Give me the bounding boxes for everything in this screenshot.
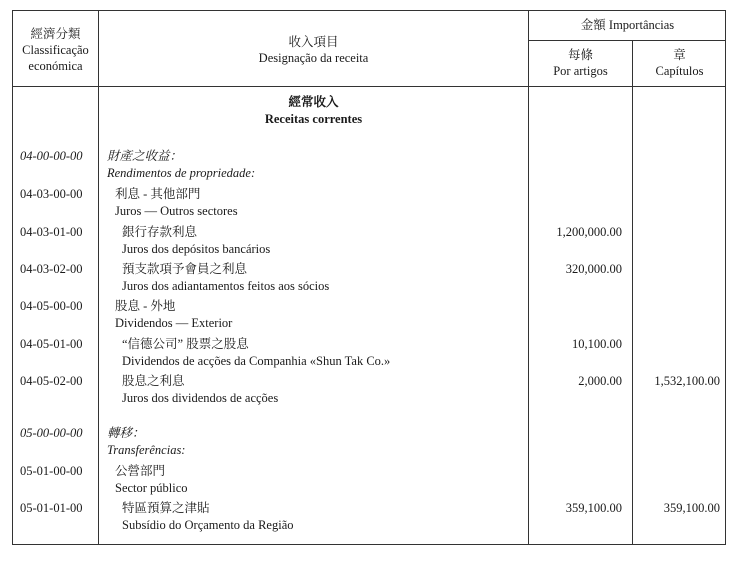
row-code: 04-03-02-00 bbox=[20, 262, 83, 276]
chapters-zh: 章 bbox=[673, 48, 686, 62]
designation-pt: Designação da receita bbox=[258, 51, 369, 65]
row-code: 04-05-00-00 bbox=[20, 299, 83, 313]
row-label-pt: Juros — Outros sectores bbox=[115, 204, 238, 218]
column-divider bbox=[528, 10, 529, 545]
classification-pt: económica bbox=[28, 59, 83, 73]
row-label-pt: Transferências: bbox=[107, 443, 186, 457]
row-label-zh: 公營部門 bbox=[115, 464, 166, 478]
row-label-pt: Juros dos dividendos de acções bbox=[122, 391, 279, 405]
row-code: 04-00-00-00 bbox=[20, 149, 83, 163]
row-code: 05-01-00-00 bbox=[20, 464, 83, 478]
classification-pt: Classificação bbox=[22, 43, 89, 57]
row-article-amount: 359,100.00 bbox=[565, 501, 622, 515]
column-divider bbox=[632, 40, 633, 545]
row-label-zh: 財產之收益： bbox=[107, 149, 183, 163]
row-label-zh: 股息 - 外地 bbox=[115, 299, 176, 313]
by-article-pt: Por artigos bbox=[553, 64, 608, 78]
row-code: 05-00-00-00 bbox=[20, 426, 83, 440]
section-title-pt: Receitas correntes bbox=[264, 112, 363, 126]
row-label-pt: Juros dos adiantamentos feitos aos sócios bbox=[122, 279, 330, 293]
row-code: 04-03-00-00 bbox=[20, 187, 83, 201]
row-article-amount: 320,000.00 bbox=[565, 262, 622, 276]
chapters-header bbox=[633, 47, 726, 79]
row-chapter-amount: 1,532,100.00 bbox=[654, 374, 720, 388]
row-code: 04-05-02-00 bbox=[20, 374, 83, 388]
row-label-zh: “信德公司” 股票之股息 bbox=[122, 337, 249, 351]
row-label-zh: 轉移： bbox=[107, 426, 145, 440]
section-title-zh: 經常收入 bbox=[288, 95, 339, 109]
column-divider bbox=[98, 10, 99, 545]
classification-zh: 經濟分類 bbox=[30, 27, 81, 41]
by-article-zh: 每條 bbox=[567, 48, 593, 62]
row-label-zh: 利息 - 其他部門 bbox=[115, 187, 201, 201]
row-label-pt: Dividendos de acções da Companhia «Shun Tak Co.» bbox=[122, 354, 391, 368]
row-label-zh: 預支款項予會員之利息 bbox=[122, 262, 248, 276]
row-article-amount: 10,100.00 bbox=[572, 337, 622, 351]
amounts-header: 金額 Importâncias bbox=[580, 18, 675, 32]
row-label-pt: Dividendos — Exterior bbox=[115, 316, 233, 330]
row-chapter-amount: 359,100.00 bbox=[663, 501, 720, 515]
row-label-zh: 特區預算之津貼 bbox=[122, 501, 210, 515]
header-divider bbox=[528, 40, 726, 41]
classification-header bbox=[13, 26, 98, 74]
row-code: 05-01-01-00 bbox=[20, 501, 83, 515]
row-code: 04-03-01-00 bbox=[20, 225, 83, 239]
by-article-header bbox=[529, 47, 632, 79]
row-label-pt: Sector público bbox=[115, 481, 188, 495]
row-article-amount: 1,200,000.00 bbox=[556, 225, 622, 239]
row-label-zh: 股息之利息 bbox=[122, 374, 185, 388]
row-label-zh: 銀行存款利息 bbox=[122, 225, 198, 239]
row-label-pt: Subsídio do Orçamento da Região bbox=[122, 518, 294, 532]
header-bottom-rule bbox=[12, 86, 726, 87]
chapters-pt: Capítulos bbox=[655, 64, 704, 78]
row-label-pt: Juros dos depósitos bancários bbox=[122, 242, 271, 256]
designation-header bbox=[99, 34, 528, 66]
row-code: 04-05-01-00 bbox=[20, 337, 83, 351]
row-article-amount: 2,000.00 bbox=[578, 374, 622, 388]
designation-zh: 收入項目 bbox=[288, 35, 339, 49]
row-label-pt: Rendimentos de propriedade: bbox=[107, 166, 256, 180]
